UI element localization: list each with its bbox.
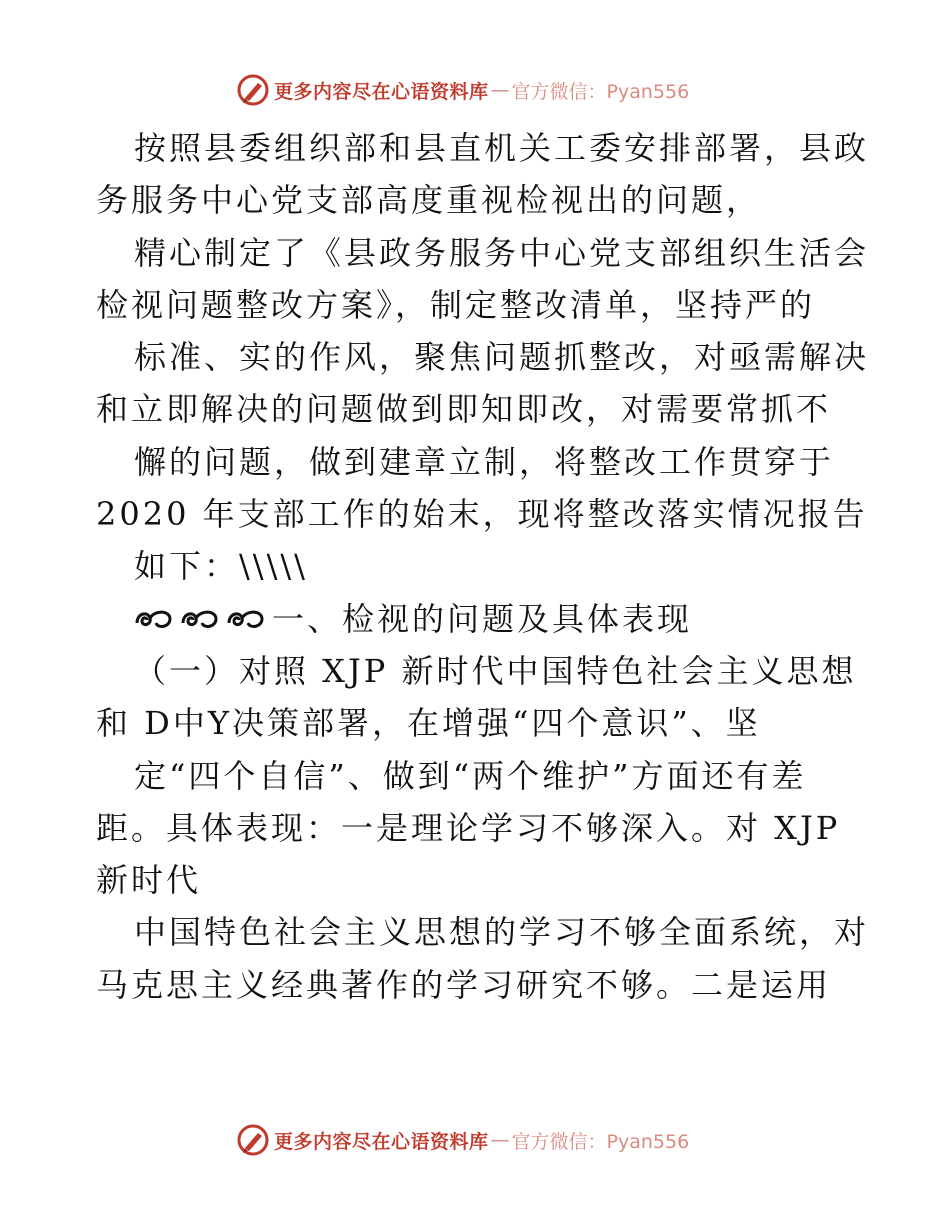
text-line: 和 D中Y决策部署，在增强“四个意识”、坚 (96, 704, 761, 743)
text-line: 懈的问题，做到建章立制，将整改工作贯穿于 (134, 442, 835, 481)
pen-logo-icon (236, 73, 270, 107)
header-banner (236, 72, 689, 108)
text-line: 距。具体表现：一是理论学习不够深入。对 XJP (96, 808, 841, 847)
scroll-ornament-icon (180, 605, 220, 633)
footer-banner (236, 1122, 689, 1158)
banner-separator: — (490, 79, 510, 101)
text-line: 马克思主义经典著作的学习研究不够。二是运用 (96, 965, 832, 1004)
banner-wechat-text: 官方微信：Pyan556 (511, 80, 690, 103)
pen-logo-icon (236, 1123, 270, 1157)
scroll-ornament-icon (134, 605, 174, 633)
text-line: 和立即解决的问题做到即知即改，对需要常抓不 (96, 390, 832, 429)
text-line: 如下：\\\\\ (134, 547, 308, 586)
banner-main-text: 更多内容尽在心语资料库 (274, 80, 489, 103)
footer-separator: — (490, 1129, 510, 1151)
text-line: 务服务中心党支部高度重视检视出的问题， (96, 181, 762, 220)
document-body (96, 122, 870, 1011)
footer-main-text: 更多内容尽在心语资料库 (274, 1130, 489, 1153)
section-heading: 一、检视的问题及具体表现 (272, 599, 693, 638)
text-line: 标准、实的作风，聚焦问题抓整改，对亟需解决 (134, 338, 870, 377)
scroll-ornament-icon (226, 605, 266, 633)
text-line: 2020 年支部工作的始末，现将整改落实情况报告 (96, 495, 868, 534)
text-line: 按照县委组织部和县直机关工委安排部署，县政 (134, 129, 870, 167)
text-line: 定“四个自信”、做到“两个维护”方面还有差 (134, 756, 807, 795)
text-line: 精心制定了《县政务服务中心党支部组织生活会 (134, 233, 870, 272)
text-line: 检视问题整改方案》，制定整改清单，坚持严的 (96, 285, 816, 324)
footer-wechat-text: 官方微信：Pyan556 (511, 1130, 690, 1153)
text-line: 新时代 (96, 861, 202, 900)
text-line: 中国特色社会主义思想的学习不够全面系统，对 (134, 913, 870, 952)
section-heading-line (96, 593, 856, 645)
text-line: （一）对照 XJP 新时代中国特色社会主义思想 (134, 651, 857, 690)
